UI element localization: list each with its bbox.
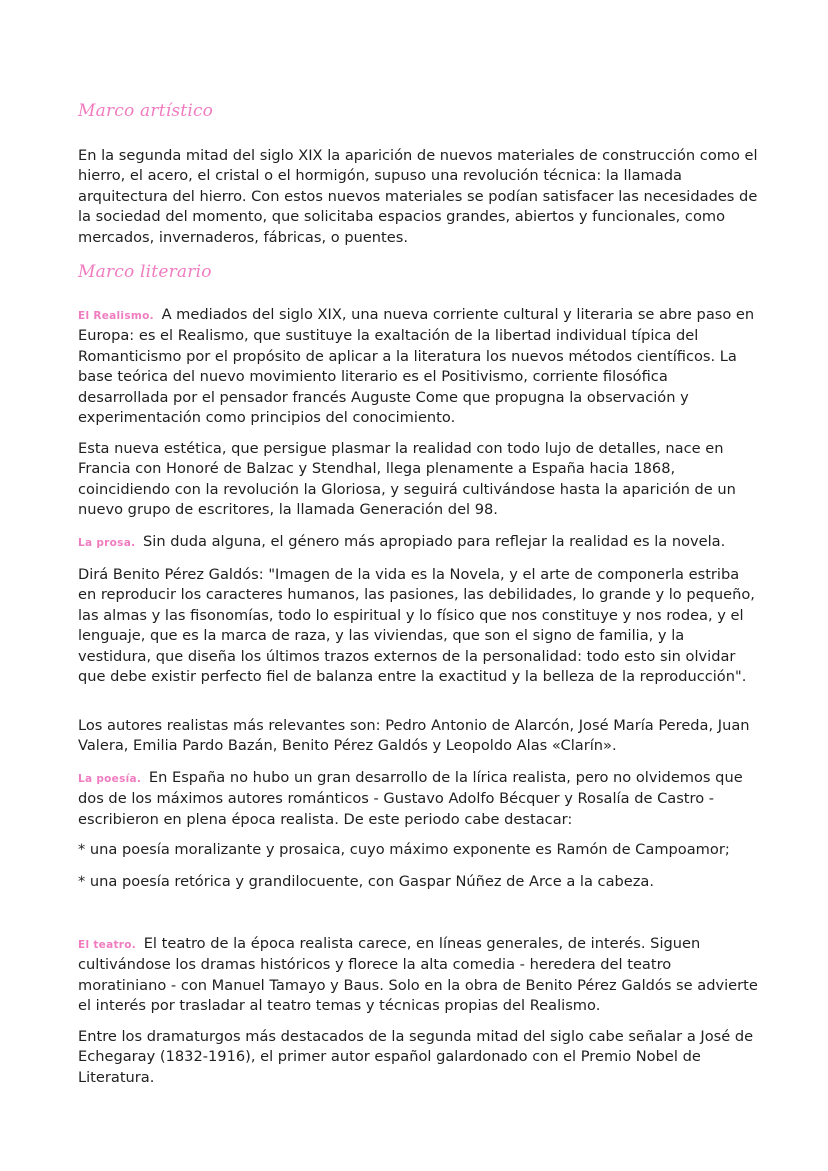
text-realismo: A mediados del siglo XIX, una nueva corriente cultural y literaria se abre paso en Europa: es el Realismo, que sustituye la exaltación de la libertad individual típica del Romanticismo por el propósito de aplicar a la literatura los nuevos métodos científicos. La base teórica del nuevo movimiento literario es el Positivismo, corriente filosófica desarrollada por el pensador francés Auguste Come que propugna la observación y experimentación como principios del conocimiento. xyxy=(78,306,755,427)
paragraph-galdos-quote: Dirá Benito Pérez Galdós: "Imagen de la vida es la Novela, y el arte de componerla estriba en reproducir los caracteres humanos, las pasiones, las debilidades, lo grande y lo pequeño, las almas y las fisonomías, todo lo espiritual y lo físico que nos constituye y nos rodea, y el lenguaje, que es la marca de raza, y las viviendas, que son el signo de familia, y la vestidura, que diseña los últimos trazos externos de la personalidad: todo esto sin olvidar que debe existir perfecto fiel de balanza entre la exactitud y la belleza de la reproducción". xyxy=(78,566,755,686)
paragraph-poesia xyxy=(78,768,758,830)
text-teatro: El teatro de la época realista carece, en líneas generales, de interés. Siguen cultivándose los dramas históricos y florece la alta comedia - heredera del teatro moratiniano - con Manuel Tamayo y Baus. Solo en la obra de Benito Pérez Galdós se advierte el interés por trasladar al teatro temas y técnicas propias del Realismo. xyxy=(78,935,758,1015)
paragraph-estetica: Esta nueva estética, que persigue plasmar la realidad con todo lujo de detalles, nace en Francia con Honoré de Balzac y Stendhal, llega plenamente a España hacia 1868, coincidiendo con la revolución la Gloriosa, y seguirá cultivándose hasta la aparición de un nuevo grupo de escritores, la llamada Generación del 98. xyxy=(78,440,736,519)
heading-marco-literario: Marco literario xyxy=(78,262,212,282)
label-prosa: La prosa. xyxy=(78,537,136,549)
paragraph-dramaturgos: Entre los dramaturgos más destacados de la segunda mitad del siglo cabe señalar a José de Echegaray (1832-1916), el primer autor español galardonado con el Premio Nobel de Literatura. xyxy=(78,1028,754,1086)
paragraph-marco-artistico: En la segunda mitad del siglo XIX la aparición de nuevos materiales de construcción como el hierro, el acero, el cristal o el hormigón, supuso una revolución técnica: la llamada arquitectura del hierro. Con estos nuevos materiales se podían satisfacer las necesidades de la sociedad del momento, que solicitaba espacios grandes, abiertos y funcionales, como mercados, invernaderos, fábricas, o puentes. xyxy=(78,147,758,246)
text-prosa: Sin duda alguna, el género más apropiado para reflejar la realidad es la novela. xyxy=(143,533,726,550)
paragraph-prosa xyxy=(78,532,758,553)
label-realismo: El Realismo. xyxy=(78,310,154,322)
text-poesia: En España no hubo un gran desarrollo de la lírica realista, pero no olvidemos que dos de los máximos autores románticos - Gustavo Adolfo Bécquer y Rosalía de Castro - escribieron en plena época realista. De este periodo cabe destacar: xyxy=(78,769,743,828)
list-item-poesia-1: * una poesía moralizante y prosaica, cuyo máximo exponente es Ramón de Campoamor; xyxy=(78,841,730,858)
list-item-poesia-2: * una poesía retórica y grandilocuente, con Gaspar Núñez de Arce a la cabeza. xyxy=(78,873,654,890)
heading-marco-artistico: Marco artístico xyxy=(78,101,214,121)
label-teatro: El teatro. xyxy=(78,939,137,951)
label-poesia: La poesía. xyxy=(78,773,142,785)
paragraph-realismo xyxy=(78,305,758,428)
paragraph-teatro xyxy=(78,934,758,1017)
paragraph-autores: Los autores realistas más relevantes son: Pedro Antonio de Alarcón, José María Pereda, Juan Valera, Emilia Pardo Bazán, Benito Pérez Galdós y Leopoldo Alas «Clarín». xyxy=(78,717,750,755)
